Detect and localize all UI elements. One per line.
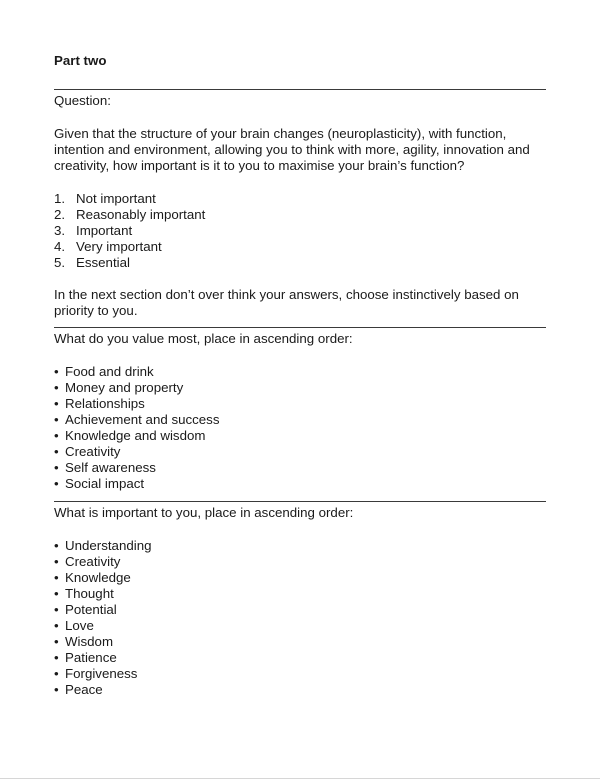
bullet-icon: •: [54, 618, 59, 633]
values-label: What do you value most, place in ascending order:: [54, 331, 353, 346]
bullet-icon: •: [54, 396, 59, 411]
part-title: Part two: [54, 53, 107, 68]
list-item: [54, 634, 546, 650]
list-item: [54, 618, 546, 634]
importance-options-list: [54, 191, 546, 271]
list-item-label: Knowledge: [65, 570, 131, 585]
importance-option: [54, 223, 546, 239]
list-item-label: Achievement and success: [65, 412, 220, 427]
list-item-label: Understanding: [65, 538, 152, 553]
bullet-icon: •: [54, 586, 59, 601]
list-item: [54, 602, 546, 618]
list-item-label: Self awareness: [65, 460, 156, 475]
divider-important: [54, 501, 546, 502]
list-item: [54, 364, 546, 380]
bullet-icon: •: [54, 570, 59, 585]
option-number: 3.: [54, 223, 66, 238]
list-item: [54, 666, 546, 682]
list-item: [54, 554, 546, 570]
list-item: [54, 476, 546, 492]
option-label: Important: [76, 223, 133, 238]
list-item: [54, 586, 546, 602]
bullet-icon: •: [54, 554, 59, 569]
bullet-icon: •: [54, 682, 59, 697]
list-item-label: Knowledge and wisdom: [65, 428, 206, 443]
list-item: [54, 682, 546, 698]
list-item: [54, 570, 546, 586]
list-item: [54, 460, 546, 476]
option-number: 5.: [54, 255, 66, 270]
important-list: [54, 538, 546, 698]
bullet-icon: •: [54, 476, 59, 491]
option-label: Reasonably important: [76, 207, 206, 222]
page-content: [54, 52, 546, 698]
option-number: 2.: [54, 207, 66, 222]
divider-values: [54, 327, 546, 328]
importance-option: [54, 207, 546, 223]
option-number: 1.: [54, 191, 66, 206]
list-item: [54, 650, 546, 666]
bullet-icon: •: [54, 666, 59, 681]
option-number: 4.: [54, 239, 66, 254]
list-item-label: Forgiveness: [65, 666, 138, 681]
important-label: What is important to you, place in ascending order:: [54, 505, 354, 520]
importance-option: [54, 191, 546, 207]
bullet-icon: •: [54, 602, 59, 617]
bullet-icon: •: [54, 428, 59, 443]
instruction-text: In the next section don’t over think your answers, choose instinctively based on priority to you.: [54, 287, 519, 318]
option-label: Very important: [76, 239, 162, 254]
list-item-label: Peace: [65, 682, 103, 697]
bullet-icon: •: [54, 538, 59, 553]
option-label: Not important: [76, 191, 156, 206]
list-item-label: Love: [65, 618, 94, 633]
importance-option: [54, 255, 546, 271]
page-bottom-edge: [0, 778, 600, 779]
list-item-label: Wisdom: [65, 634, 114, 649]
bullet-icon: •: [54, 412, 59, 427]
list-item: [54, 380, 546, 396]
list-item: [54, 412, 546, 428]
list-item: [54, 428, 546, 444]
list-item: [54, 444, 546, 460]
list-item-label: Creativity: [65, 554, 121, 569]
question-label: Question:: [54, 93, 111, 108]
divider-question: [54, 89, 546, 90]
option-label: Essential: [76, 255, 130, 270]
bullet-icon: •: [54, 444, 59, 459]
list-item-label: Patience: [65, 650, 117, 665]
bullet-icon: •: [54, 380, 59, 395]
list-item-label: Creativity: [65, 444, 121, 459]
list-item-label: Relationships: [65, 396, 145, 411]
bullet-icon: •: [54, 460, 59, 475]
bullet-icon: •: [54, 634, 59, 649]
values-list: [54, 364, 546, 492]
bullet-icon: •: [54, 650, 59, 665]
list-item-label: Money and property: [65, 380, 184, 395]
list-item-label: Potential: [65, 602, 117, 617]
question-text: Given that the structure of your brain changes (neuroplasticity), with function, intention and environment, allowing you to think with more, agility, innovation and creativity, how important is it to you to maximise your brain’s function?: [54, 126, 530, 173]
bullet-icon: •: [54, 364, 59, 379]
list-item-label: Social impact: [65, 476, 145, 491]
list-item-label: Thought: [65, 586, 114, 601]
importance-option: [54, 239, 546, 255]
list-item: [54, 396, 546, 412]
list-item-label: Food and drink: [65, 364, 154, 379]
list-item: [54, 538, 546, 554]
